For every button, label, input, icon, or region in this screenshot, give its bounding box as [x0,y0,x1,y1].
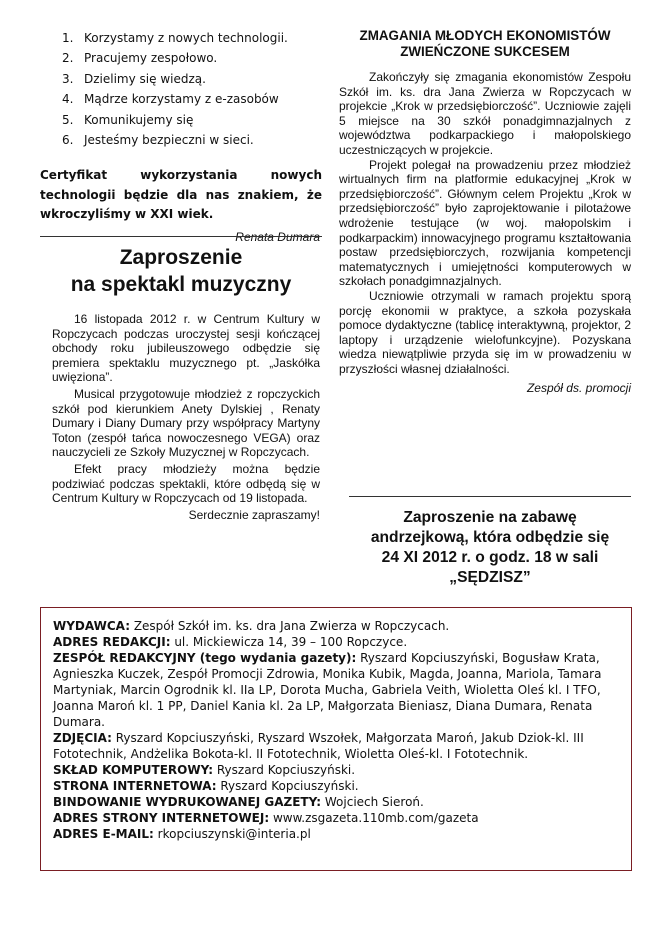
goal-number: 3. [62,71,74,86]
spectacle-paragraph: 16 listopada 2012 r. w Centrum Kultury w Ropczycach podczas uroczystej sesji kończącej obchody roku jubileuszowego odbędzie się premiera spektaklu muzycznego pt. „Jaskółka uwięziona”. [52,312,320,385]
news-paragraph: Projekt polegał na prowadzeniu przez młodzież wirtualnych firm na platformie edukacyjnej „Krok w przedsiębiorczość”. Głównym celem Projektu „Krok w przedsiębiorczość” było zaprojektowanie i pilotażowe wdrożenie testujące (w woj. małopolskim i podkarpackim) innowacyjnego programu kształtowania postaw przedsiębiorczych, rozwijania kompetencji matematycznych i umiejętności komputerowych w szkołach ponadgimnazjalnych. [339,157,631,289]
imprint-value: www.zsgazeta.110mb.com/gazeta [272,811,479,825]
imprint-value: Ryszard Kopciuszyński, Bogusław Krata, Agnieszka Kuczek, Zespół Promocji Zdrowia, Monika Kubik, Magda, Joanna, Mariola, Tamara Martyniak, Marcin Ogrodnik kl. IIa LP, Dorota Mucha, Gabriela Veith, Wioletta Oleś kl. I TFO, Joanna Maroń kl. 1 PP, Daniel Kania kl. 2a LP, Małgorzata Bieniasz, Diana Dumara, Renata Dumara. [53,651,602,729]
imprint-website [53,778,621,794]
imprint-value: rkopciuszynski@interia.pl [157,827,311,841]
goal-text: Dzielimy się wiedzą. [84,71,206,86]
spectacle-article [52,312,320,522]
goal-text: Jesteśmy bezpieczni w sieci. [84,133,254,148]
spectacle-title-line2: na spektakl muzyczny [70,273,292,296]
imprint-value: Zespół Szkół im. ks. dra Jana Zwierza w Ropczycach. [133,619,450,633]
imprint-layout [53,762,621,778]
goal-item [62,28,322,48]
imprint-value: Wojciech Sieroń. [324,795,424,809]
goal-text: Pracujemy zespołowo. [84,51,218,66]
spectacle-paragraph: Musical przygotowuje młodzież z ropczyckich szkół pod kierunkiem Anety Dylskiej , Renaty Dumary i Diany Dumary przy współpracy Martyny Toton (zespół tańca nowoczesnego VEGA) oraz nauczycieli ze Szkoły Muzycznej w Ropczycach. [52,386,320,460]
goal-item [62,89,322,109]
goals-section [40,28,322,244]
goal-number: 5. [62,112,74,127]
goals-list [40,28,322,150]
party-invitation [349,508,631,588]
imprint-url [53,810,621,826]
imprint-value: Ryszard Kopciuszyński. [216,763,356,777]
goal-number: 2. [62,51,74,66]
goal-item [62,69,322,89]
goal-text: Komunikujemy się [84,112,194,127]
party-line: „SĘDZISZ” [449,569,531,586]
party-line: andrzejkową, która odbędzie się [370,529,610,546]
section-divider [349,496,631,497]
goal-item [62,130,322,150]
spectacle-closing: Serdecznie zapraszamy! [188,507,320,522]
party-line: Zaproszenie na zabawę [403,509,577,526]
imprint-label: ADRES STRONY INTERNETOWEJ: [53,811,270,825]
goal-number: 4. [62,92,74,107]
imprint-value: Ryszard Kopciuszyński, Ryszard Wszołek, Małgorzata Maroń, Jakub Dziok-kl. III Fototechnik, Andżelika Bokota-kl. II Fototechnik, Wioletta Oleś-kl. I Fototechnik. [53,731,584,761]
imprint-label: SKŁAD KOMPUTEROWY: [53,763,214,777]
news-author: Zespół ds. promocji [526,381,631,396]
imprint-label: ADRES REDAKCJI: [53,635,171,649]
imprint-team [53,650,621,730]
news-body [339,70,631,376]
goal-text: Korzystamy z nowych technologii. [84,31,288,45]
imprint-address [53,634,621,650]
imprint-label: ADRES E-MAIL: [53,827,154,841]
certificate-statement: Certyfikat wykorzystania nowych technologii będzie dla nas znakiem, że wkroczyliśmy w XXI wiek. [40,168,322,222]
news-article [339,28,631,395]
imprint-value: Ryszard Kopciuszyński. [220,779,359,793]
imprint-photos [53,730,621,762]
imprint-value: ul. Mickiewicza 14, 39 – 100 Ropczyce. [174,635,408,649]
section-divider [40,236,322,237]
spectacle-paragraph: Efekt pracy młodzieży można będzie podziwiać podczas spektakli, które odbędą się w Centrum Kultury w Ropczycach od 19 listopada. [52,461,320,506]
imprint-label: WYDAWCA: [53,619,130,633]
goal-number: 1. [62,31,74,45]
goal-item [62,110,322,130]
goal-text: Mądrze korzystamy z e-zasobów [84,92,279,107]
spectacle-title-line1: Zaproszenie [119,246,243,269]
imprint-publisher [53,618,621,634]
imprint-box [40,607,632,871]
news-paragraph: Uczniowie otrzymali w ramach projektu sporą porcję ekonomii w praktyce, a szkoła pozyskała pomoce dydaktyczne (tablicę interaktywną, projektor, 2 laptopy i urządzenie wielofunkcyjne). Pozyskana wiedza niewątpliwie przyda się im w prowadzeniu w przyszłości własnej działalności. [339,288,631,376]
imprint-label: ZDJĘCIA: [53,731,112,745]
imprint-label: ZESPÓŁ REDAKCYJNY (tego wydania gazety): [53,651,357,665]
certificate-author: Renata Dumara [235,229,320,244]
imprint-printing [53,794,621,810]
imprint-label: STRONA INTERNETOWA: [53,779,217,793]
news-title: ZMAGANIA MŁODYCH EKONOMISTÓW ZWIEŃCZONE SUKCESEM [359,28,611,59]
imprint-email [53,826,621,842]
spectacle-title [40,244,322,298]
goal-item [62,48,322,68]
news-paragraph: Zakończyły się zmagania ekonomistów Zespołu Szkół im. ks. dra Jana Zwierza w Ropczycach w projekcie „Krok w przedsiębiorczość”. Uczniowie zajęli 5 miejsce na 30 szkół ponadgimnazjalnych z województwa podkarpackiego i małopolskiego uczestniczących w projekcie. [339,70,631,157]
imprint-label: BINDOWANIE WYDRUKOWANEJ GAZETY: [53,795,322,809]
goal-number: 6. [62,133,74,148]
party-line: 24 XI 2012 r. o godz. 18 w sali [381,549,599,566]
